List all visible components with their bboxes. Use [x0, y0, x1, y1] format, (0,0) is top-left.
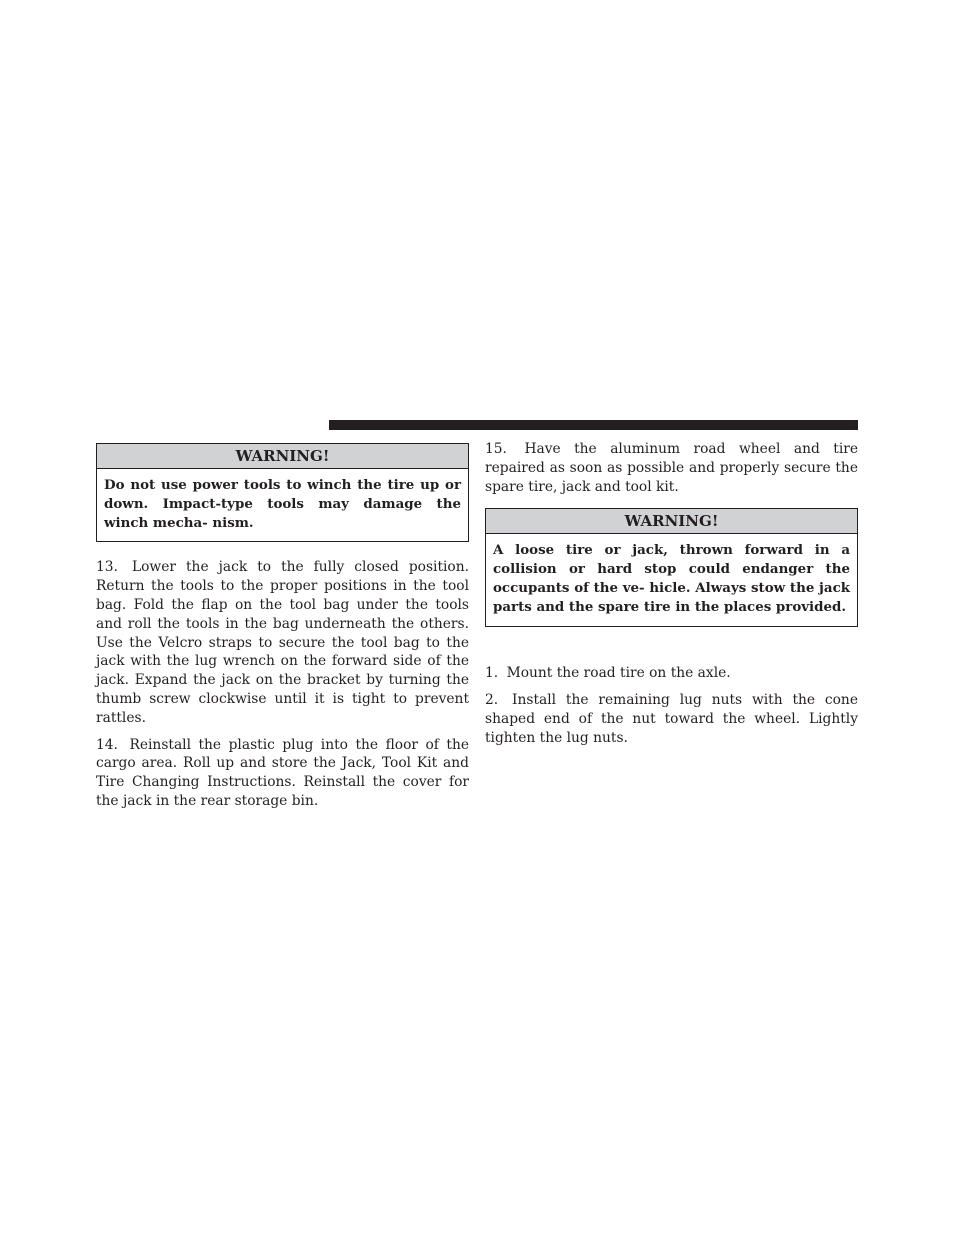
step-number: 13. [96, 559, 118, 576]
step-number: 2. [485, 692, 499, 709]
step-text: Install the remaining lug nuts with the cone shaped end of the nut toward the wheel. Lightly tighten the lug nuts. [485, 692, 858, 746]
warning-title: WARNING! [486, 509, 857, 534]
step-number: 15. [485, 441, 507, 457]
warning-box-loose-tire [485, 508, 858, 626]
header-rule [329, 420, 858, 430]
step-1 [485, 664, 858, 683]
step-number: 14. [96, 736, 118, 753]
step-text: Reinstall the plastic plug into the floor of the cargo area. Roll up and store the Jack, Tool Kit and Tire Changing Instructions. Reinstall the cover for the jack in the rear storage bin. [96, 736, 469, 809]
warning-box-power-tools [96, 443, 469, 542]
step-text: Have the aluminum road wheel and tire repaired as soon as possible and properly secure the spare tire, jack and tool kit. [485, 441, 859, 495]
step-2 [485, 691, 858, 747]
step-text: Lower the jack to the fully closed position. Return the tools to the proper positions in the tool bag. Fold the flap on the tool bag under the tools and roll the tools in the bag underneath the others. Use the Velcro straps to secure the tool bag to the jack with the lug wrench on the forward side of the jack. Expand the jack on the bracket by turning the thumb screw clockwise until it is tight to prevent rattles. [96, 559, 470, 726]
step-15 [485, 440, 858, 496]
step-13 [96, 558, 469, 727]
warning-text: A loose tire or jack, thrown forward in a collision or hard stop could endanger the occupants of the ve- hicle. Always stow the jack parts and the spare tire in the places provided. [493, 542, 850, 615]
left-column [96, 443, 469, 811]
step-text: Mount the road tire on the axle. [506, 664, 731, 681]
step-14 [96, 736, 469, 811]
warning-text: Do not use power tools to winch the tire up or down. Impact-type tools may damage the winch mecha- nism. [104, 477, 461, 531]
right-column [485, 440, 858, 748]
step-number: 1. [485, 664, 499, 681]
warning-title: WARNING! [97, 444, 468, 469]
